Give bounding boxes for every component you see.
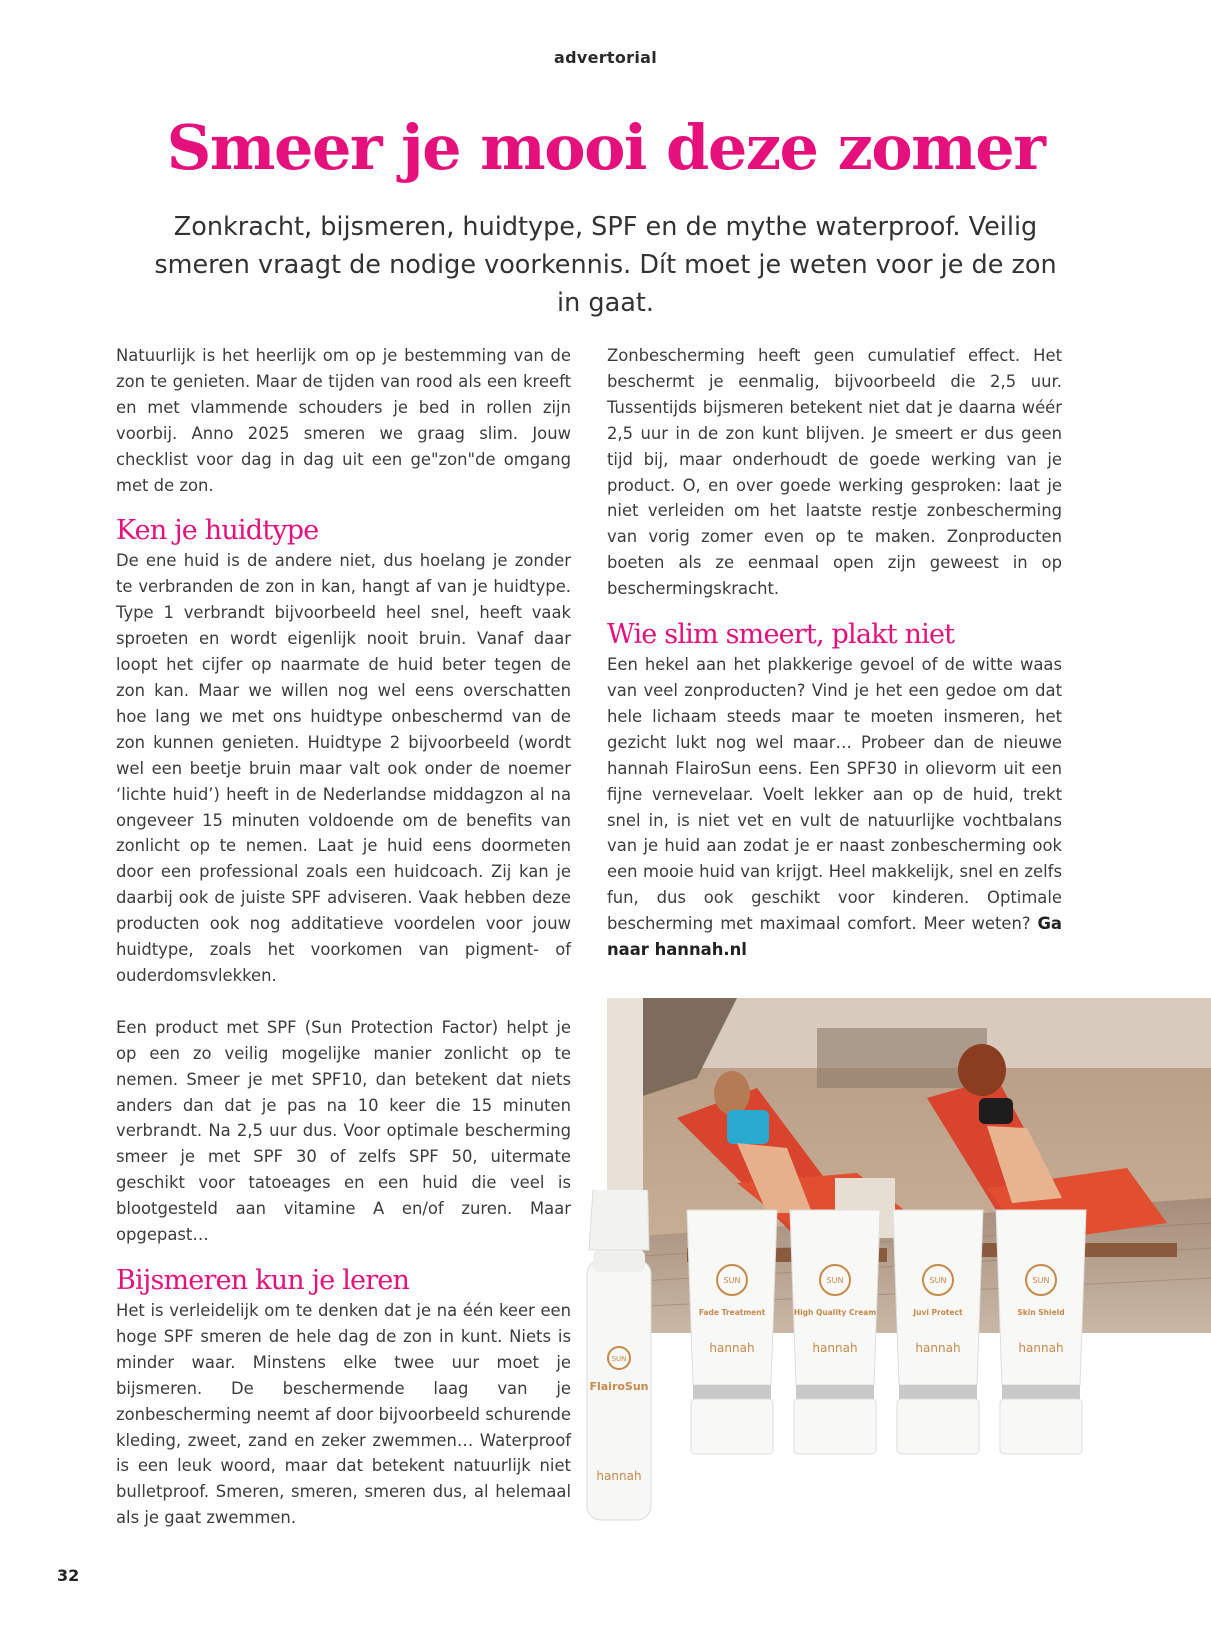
svg-text:hannah: hannah <box>709 1341 755 1355</box>
page-number: 32 <box>57 1566 80 1585</box>
tube-juvi-protect <box>893 1210 983 1454</box>
svg-text:SUN: SUN <box>1032 1276 1050 1285</box>
tube-skin-shield <box>996 1210 1086 1454</box>
svg-text:Juvi Protect: Juvi Protect <box>913 1308 963 1317</box>
spray-name: FlairoSun <box>589 1380 649 1393</box>
article-title: Smeer je mooi deze zomer <box>166 111 1045 184</box>
section-kicker: advertorial <box>553 48 658 67</box>
paragraph: Het is verleidelijk om te denken dat je na één keer een hoge SPF smeren de hele dag de zon in kunt. Niets is minder waar. Minstens elke twee uur moet je bijsmeren. De beschermende laag van je zonbescherming neemt af door bijvoorbeeld schurende kleding, zweet, zand en zeker zwemmen… Waterproof is een leuk woord, maar dat betekent natuurlijk niet bulletproof. Smeren, smeren, smeren dus, al helemaal als je gaat zwemmen. <box>116 1301 571 1528</box>
svg-text:SUN: SUN <box>826 1276 844 1285</box>
left-column <box>116 343 571 1531</box>
spray-badge: SUN <box>611 1355 627 1363</box>
svg-text:High Quality Cream: High Quality Cream <box>793 1308 877 1317</box>
subheading-huidtype: Ken je huidtype <box>116 515 319 547</box>
subheading-slim-smeren: Wie slim smeert, plakt niet <box>607 619 955 651</box>
svg-text:Fade Treatment: Fade Treatment <box>698 1308 766 1317</box>
spray-bottle <box>585 1190 651 1520</box>
website-link[interactable]: Ga naar hannah.nl <box>607 914 1062 960</box>
paragraph: Een hekel aan het plakkerige gevoel of de witte waas van veel zonproducten? Vind je het een gedoe om dat hele lichaam steeds maar te moeten insmeren, het gezicht lukt nog wel maar… Probeer dan de nieuwe hannah FlairoSun eens. Een SPF30 in olievorm uit een fijne vernevelaar. Voelt lekker aan op de huid, trekt snel in, is niet vet en vult de natuurlijke vochtbalans van je huid aan zodat je er naast zonbescherming ook een mooie huid van krijgt. Heel makkelijk, snel en zelfs fun, dus ook geschikt voor kinderen. Optimale bescherming met maximaal comfort. Meer weten? Ga naar hannah.nl <box>607 655 1062 960</box>
tube-fade-treatment <box>687 1210 777 1454</box>
svg-text:Skin Shield: Skin Shield <box>1017 1308 1065 1317</box>
product-lineup <box>585 1190 1145 1550</box>
svg-text:hannah: hannah <box>812 1341 858 1355</box>
svg-text:hannah: hannah <box>915 1341 961 1355</box>
svg-text:hannah: hannah <box>1018 1341 1064 1355</box>
subheading-bijsmeren: Bijsmeren kun je leren <box>116 1265 410 1296</box>
paragraph: De ene huid is de andere niet, dus hoelang je zonder te verbranden de zon in kan, hangt af van je huidtype. Type 1 verbrandt bijvoorbeeld heel snel, heeft vaak sproeten en wordt eigenlijk nooit bruin. Vanaf daar loopt het cijfer op naarmate de huid beter tegen de zon kan. Maar we willen nog wel eens overschatten hoe lang we met ons huidtype onbeschermd van de zon kunnen genieten. Huidtype 2 bijvoorbeeld (wordt wel een beetje bruin maar valt ook onder de noemer ‘lichte huid’) heeft in de Nederlandse middagzon al na ongeveer 15 minuten voldoende om de benefits van zonlicht op te nemen. Laat je huid eens doormeten door een professional zoals een huidcoach. Zij kan je daarbij ook de juiste SPF adviseren. Vaak hebben deze producten ook nog additatieve voordelen voor jouw huidtype, zoals het voorkomen van pigment- of ouderdomsvlekken. <box>116 551 571 985</box>
svg-text:SUN: SUN <box>723 1276 741 1285</box>
article-intro: Zonkracht, bijsmeren, huidtype, SPF en de mythe waterproof. Veilig smeren vraagt de nodige voorkennis. Dít moet je weten voor je de zon in gaat. <box>154 212 1057 318</box>
paragraph: Zonbescherming heeft geen cumulatief effect. Het beschermt je eenmalig, bijvoorbeeld die 2,5 uur. Tussentijds bijsmeren betekent niet dat je daarna wéér 2,5 uur in de zon kunt blijven. Je smeert er dus geen tijd bij, maar onderhoudt de goede werking van je product. O, en over goede werking gesproken: laat je niet verleiden om het laatste restje zonbescherming van vorig zomer even op te maken. Zonproducten boeten als ze eenmaal open zijn geweest in op beschermingskracht. <box>607 346 1062 599</box>
svg-text:SUN: SUN <box>929 1276 947 1285</box>
spray-brand: hannah <box>596 1469 642 1483</box>
paragraph: Een product met SPF (Sun Protection Factor) helpt je op een zo veilig mogelijke manier zonlicht op te nemen. Smeer je met SPF10, dan betekent dat niets anders dan dat je pas na 10 keer die 15 minuten verbrandt. Na 2,5 uur dus. Voor optimale bescherming smeer je met SPF 30 of zelfs SPF 50, uitermate geschikt voor tatoeages en een huid die veel is blootgesteld aan vitamine A en/of zuren. Maar opgepast… <box>116 1017 571 1245</box>
tube-high-quality-cream <box>790 1210 880 1454</box>
paragraph: Natuurlijk is het heerlijk om op je bestemming van de zon te genieten. Maar de tijden van rood als een kreeft en met vlammende schouders je bed in rollen zijn voorbij. Anno 2025 smeren we graag slim. Jouw checklist voor dag in dag uit een ge"zon"de omgang met de zon. <box>116 346 571 495</box>
right-column <box>607 343 1062 963</box>
